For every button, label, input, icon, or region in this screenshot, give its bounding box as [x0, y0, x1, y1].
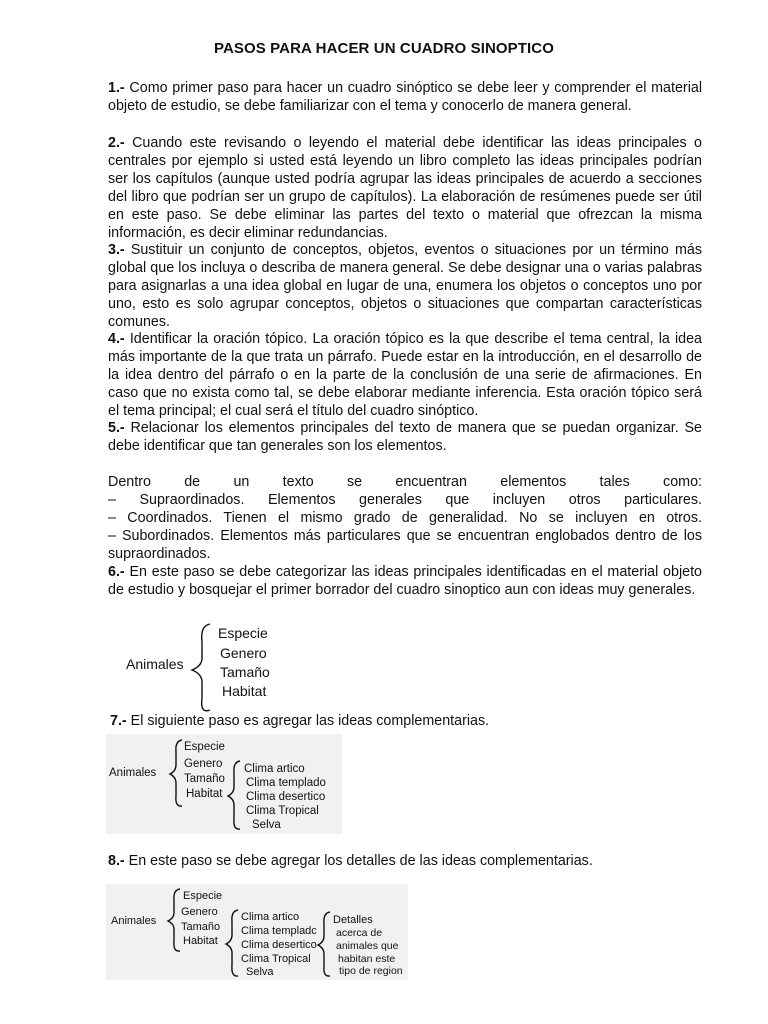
diagram-3-detail: animales que [336, 940, 399, 952]
diagram-1-item: Tamaño [220, 664, 270, 680]
elements-intro: Dentro de un texto se encuentran elementos tales como: [108, 474, 702, 490]
element-supraordinados: – Supraordinados. Elementos generales que incluyen otros particulares. [108, 492, 702, 508]
diagram-3-climate: Clima artico [241, 911, 300, 923]
step-2-paragraph [108, 135, 702, 242]
diagram-3-item: Habitat [183, 935, 218, 947]
element-subordinados: – Subordinados. Elementos más particulares que se encuentran englobados dentro de los supraordinados. [108, 528, 702, 562]
step-3-paragraph [108, 242, 702, 332]
diagram-2-item: Genero [184, 758, 223, 770]
synoptic-diagram-2 [106, 734, 342, 834]
diagram-3-brace-climates [224, 908, 242, 978]
diagram-3-item: Tamaño [181, 921, 221, 933]
diagram-2-climate: Selva [252, 819, 281, 831]
step-4-text: Identificar la oración tópico. La oración tópico es la que describe el tema central, la idea más importante de la que trata un párrafo. Puede estar en la introducción, en el desarrollo de la idea dentro del párrafo o en la parte de la conclusión de una serie de afirmaciones. En caso que no exista como tal, se debe elaborar mediante inferencia. Esta oración tópico será el tema principal; el cual será el título del cuadro sinóptico. [108, 331, 702, 419]
diagram-2-climate: Clima templado [246, 777, 326, 789]
synoptic-diagram-1 [108, 616, 308, 716]
step-8-text: En este paso se debe agregar los detalles de las ideas complementarias. [124, 853, 593, 869]
step-8-paragraph [108, 853, 702, 871]
diagram-3-detail: Detalles [333, 914, 373, 926]
diagram-3-detail: acerca de [336, 927, 383, 939]
diagram-3-item: Genero [181, 906, 218, 918]
diagram-3-climate: Selva [246, 966, 274, 978]
synoptic-diagram-3 [106, 884, 408, 980]
diagram-2-item: Habitat [186, 788, 223, 800]
diagram-1-root: Animales [126, 656, 184, 672]
step-1-paragraph [108, 80, 702, 116]
diagram-1-item: Habitat [222, 683, 267, 699]
step-6-paragraph [108, 564, 702, 600]
step-5-text: Relacionar los elementos principales del texto de manera que se puedan organizar. Se debe identificar que tan generales son los elementos. [108, 420, 702, 454]
step-5-paragraph [108, 420, 702, 456]
diagram-3-root: Animales [111, 915, 157, 927]
step-3-number: 3.- [108, 242, 125, 258]
diagram-3-detail: habitan este [338, 953, 396, 965]
step-8-number: 8.- [108, 853, 125, 869]
diagram-2-root: Animales [109, 767, 157, 779]
diagram-2-item: Tamaño [184, 773, 225, 785]
diagram-3-brace-items [166, 887, 184, 953]
step-5-number: 5.- [108, 420, 125, 436]
step-7-paragraph [110, 713, 704, 731]
diagram-2-brace-climates [226, 759, 244, 831]
step-3-text: Sustituir un conjunto de conceptos, objetos, eventos o situaciones por un término más global que los incluya o describa de manera general. Se debe designar una o varias palabras para asignarlas a una idea global en lugar de una, enumera los objetos o conceptos uno por uno, esto es solo agrupar conceptos, objetos o situaciones que compartan características comunes. [108, 242, 702, 330]
step-1-text: Como primer paso para hacer un cuadro sinóptico se debe leer y comprender el material objeto de estudio, se debe familiarizar con el tema y conocerlo de manera general. [108, 80, 702, 114]
diagram-2-item: Especie [184, 741, 225, 753]
diagram-3-detail: tipo de region [339, 965, 403, 977]
page-title: PASOS PARA HACER UN CUADRO SINOPTICO [213, 40, 554, 57]
diagram-3-climate: Clima Tropical [241, 953, 311, 965]
step-2-number: 2.- [108, 135, 125, 151]
diagram-3-item: Especie [183, 890, 223, 902]
step-2-text: Cuando este revisando o leyendo el material debe identificar las ideas principales o centrales por ejemplo si usted está leyendo un libro completo las ideas principales podrían ser los capítulos (aunque usted podría agrupar las ideas principales de acuerdo a secciones del libro que podrían ser un grupo de capítulos). La elaboración de resúmenes puede ser útil en este paso. Se debe eliminar las partes del texto o material que ofrezcan la misma información, es decir eliminar redundancias. [108, 135, 702, 241]
diagram-1-item: Genero [220, 645, 267, 661]
diagram-2-climate: Clima desertico [246, 791, 326, 803]
element-coordinados: – Coordinados. Tienen el mismo grado de generalidad. No se incluyen en otros. [108, 510, 702, 526]
diagram-3-brace-details [316, 910, 334, 978]
diagram-1-brace [190, 622, 220, 712]
diagram-2-climate: Clima artico [244, 763, 305, 775]
step-6-text: En este paso se debe categorizar las ideas principales identificadas en el material objeto de estudio y bosquejar el primer borrador del cuadro sinoptico aun con ideas muy generales. [108, 564, 702, 598]
step-7-text: El siguiente paso es agregar las ideas complementarias. [126, 713, 490, 729]
step-7-number: 7.- [110, 713, 127, 729]
diagram-3-climate: Clima templadc [241, 925, 317, 937]
step-1-number: 1.- [108, 80, 125, 96]
step-4-paragraph [108, 331, 702, 421]
diagram-2-climate: Clima Tropical [246, 805, 319, 817]
step-4-number: 4.- [108, 331, 125, 347]
diagram-1-item: Especie [218, 625, 268, 641]
step-6-number: 6.- [108, 564, 125, 580]
diagram-3-climate: Clima desertico [241, 939, 317, 951]
